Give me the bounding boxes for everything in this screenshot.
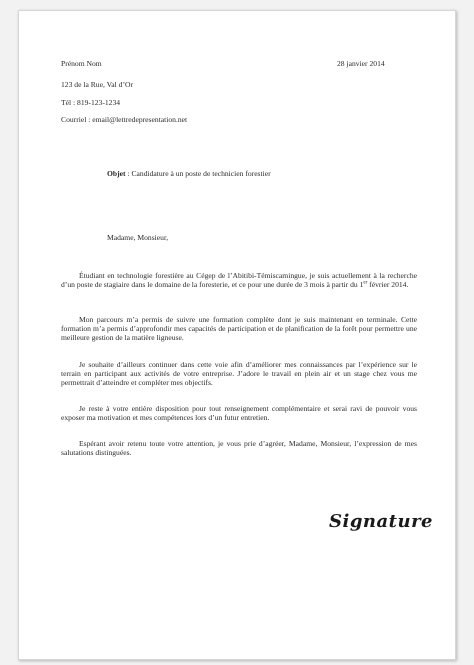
subject-line (107, 169, 271, 178)
sender-phone: Tél : 819-123-1234 (61, 98, 121, 107)
letter-date: 28 janvier 2014 (337, 59, 385, 68)
paragraph-1-end: février 2014. (367, 280, 409, 289)
sender-address: 123 de la Rue, Val d’Or (61, 80, 133, 89)
paragraph-5: Espérant avoir retenu toute votre attention, je vous prie d’agréer, Madame, Monsieur, l’expression de mes salutations distinguées. (61, 439, 417, 457)
sender-email: Courriel : email@lettredepresentation.net (61, 115, 188, 124)
letter-page (18, 10, 456, 660)
subject-label: Objet (107, 169, 126, 178)
paragraph-4: Je reste à votre entière disposition pour tout renseignement complémentaire et serai ravi de pouvoir vous exposer ma motivation et mes compétences lors d’un futur entretien. (61, 404, 417, 422)
paragraph-1 (61, 271, 417, 289)
paragraph-2: Mon parcours m’a permis de suivre une formation complète dont je suis maintenant en terminale. Cette formation m’a permis d’approfondir mes capacités de participation et de planification de la forêt pour permettre une meilleure gestion de la matière ligneuse. (61, 315, 417, 342)
paragraph-1-text: Étudiant en technologie forestière au Cégep de l’Abitibi-Témiscamingue, je suis actuellement à la recherche d’un poste de stagiaire dans le domaine de la foresterie, et ce pour une durée de 3 mois à partir du 1 (61, 271, 417, 289)
sender-name: Prénom Nom (61, 59, 102, 68)
paragraph-1-superscript: er (363, 280, 368, 286)
subject-text: : Candidature à un poste de technicien forestier (125, 169, 271, 178)
paragraph-3: Je souhaite d’ailleurs continuer dans cette voie afin d’améliorer mes connaissances par l’expérience sur le terrain en participant aux activités de votre entreprise. J’adore le travail en plein air et un stage chez vous me permettrait d’atteindre et compléter mes objectifs. (61, 360, 417, 387)
signature: Signature (329, 511, 434, 532)
salutation: Madame, Monsieur, (107, 233, 169, 242)
